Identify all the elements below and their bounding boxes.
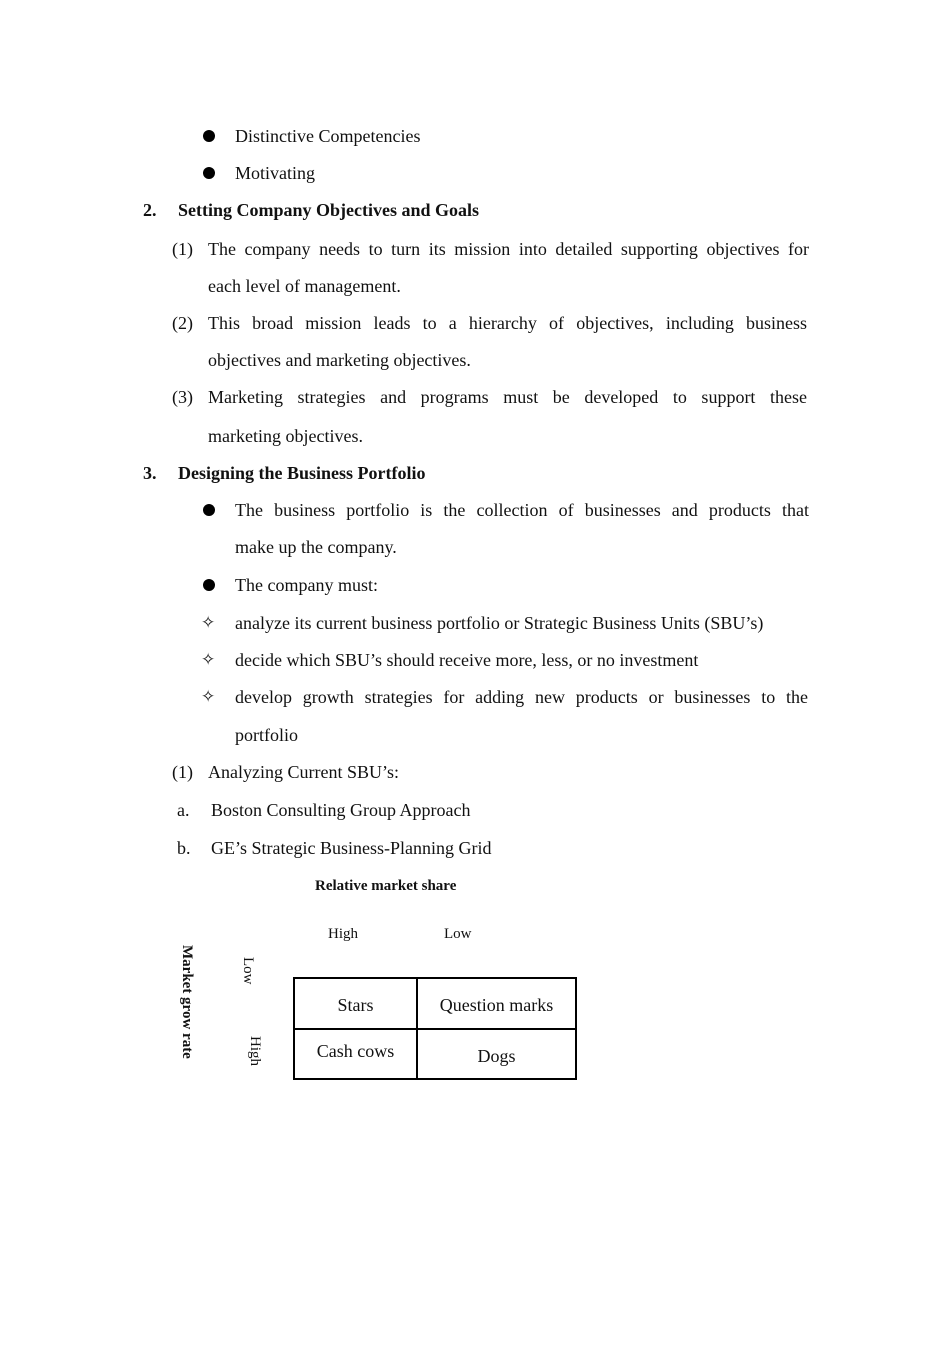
section-3-diamond-3-line-2: portfolio: [235, 725, 298, 745]
bcg-y-label-high: High: [247, 1036, 263, 1066]
section-3-title: Designing the Business Portfolio: [178, 463, 426, 483]
section-2-title: Setting Company Objectives and Goals: [178, 200, 480, 220]
bullet-distinctive-competencies: Distinctive Competencies: [235, 126, 421, 146]
bullet-dot: [203, 579, 215, 591]
bcg-y-label-low: Low: [240, 957, 256, 985]
bcg-cell-stars: Stars: [293, 977, 418, 1030]
bullet-dot: [203, 504, 215, 516]
section-2-number: 2.: [143, 200, 157, 220]
section-3-number: 3.: [143, 463, 157, 483]
section-2-item-1-num: (1): [172, 239, 193, 259]
approach-a-text: Boston Consulting Group Approach: [211, 800, 471, 820]
bcg-x-axis-title: Relative market share: [315, 878, 457, 894]
approach-b-text: GE’s Strategic Business-Planning Grid: [211, 838, 492, 858]
bcg-x-label-low: Low: [444, 926, 472, 942]
section-3-diamond-1: analyze its current business portfolio or Strategic Business Units (SBU’s): [235, 613, 764, 633]
bcg-y-axis-title: Market grow rate: [179, 945, 195, 1059]
section-3-bullet-1-line-2: make up the company.: [235, 537, 397, 557]
four-point-star-icon: ✧: [201, 650, 216, 670]
section-3-sub-text: Analyzing Current SBU’s:: [208, 762, 399, 782]
section-3-diamond-2: decide which SBU’s should receive more, less, or no investment: [235, 650, 699, 670]
approach-a-letter: a.: [177, 800, 190, 820]
four-point-star-icon: ✧: [201, 687, 216, 707]
section-2-item-1-line-1: The company needs to turn its mission into detailed supporting objectives for: [208, 239, 809, 259]
section-3-bullet-1-line-1: The business portfolio is the collection of businesses and products that: [235, 500, 809, 520]
bullet-dot: [203, 167, 215, 179]
section-2-item-3-line-2: marketing objectives.: [208, 426, 363, 446]
approach-b-letter: b.: [177, 838, 191, 858]
section-2-item-2-line-1: This broad mission leads to a hierarchy of objectives, including business: [208, 313, 807, 333]
four-point-star-icon: ✧: [201, 613, 216, 633]
bcg-cell-dogs: Dogs: [416, 1028, 577, 1080]
section-2-item-2-num: (2): [172, 313, 193, 333]
section-3-diamond-3-line-1: develop growth strategies for adding new products or businesses to the: [235, 687, 808, 707]
section-2-item-3-line-1: Marketing strategies and programs must be developed to support these: [208, 387, 807, 407]
section-2-item-2-line-2: objectives and marketing objectives.: [208, 350, 471, 370]
section-2-item-3-num: (3): [172, 387, 193, 407]
bullet-motivating: Motivating: [235, 163, 315, 183]
section-2-item-1-line-2: each level of management.: [208, 276, 401, 296]
section-3-sub-num: (1): [172, 762, 193, 782]
bcg-cell-question-marks: Question marks: [416, 977, 577, 1030]
section-3-bullet-2: The company must:: [235, 575, 378, 595]
bcg-cell-cash-cows: Cash cows: [293, 1028, 418, 1080]
bcg-x-label-high: High: [328, 926, 358, 942]
bullet-dot: [203, 130, 215, 142]
